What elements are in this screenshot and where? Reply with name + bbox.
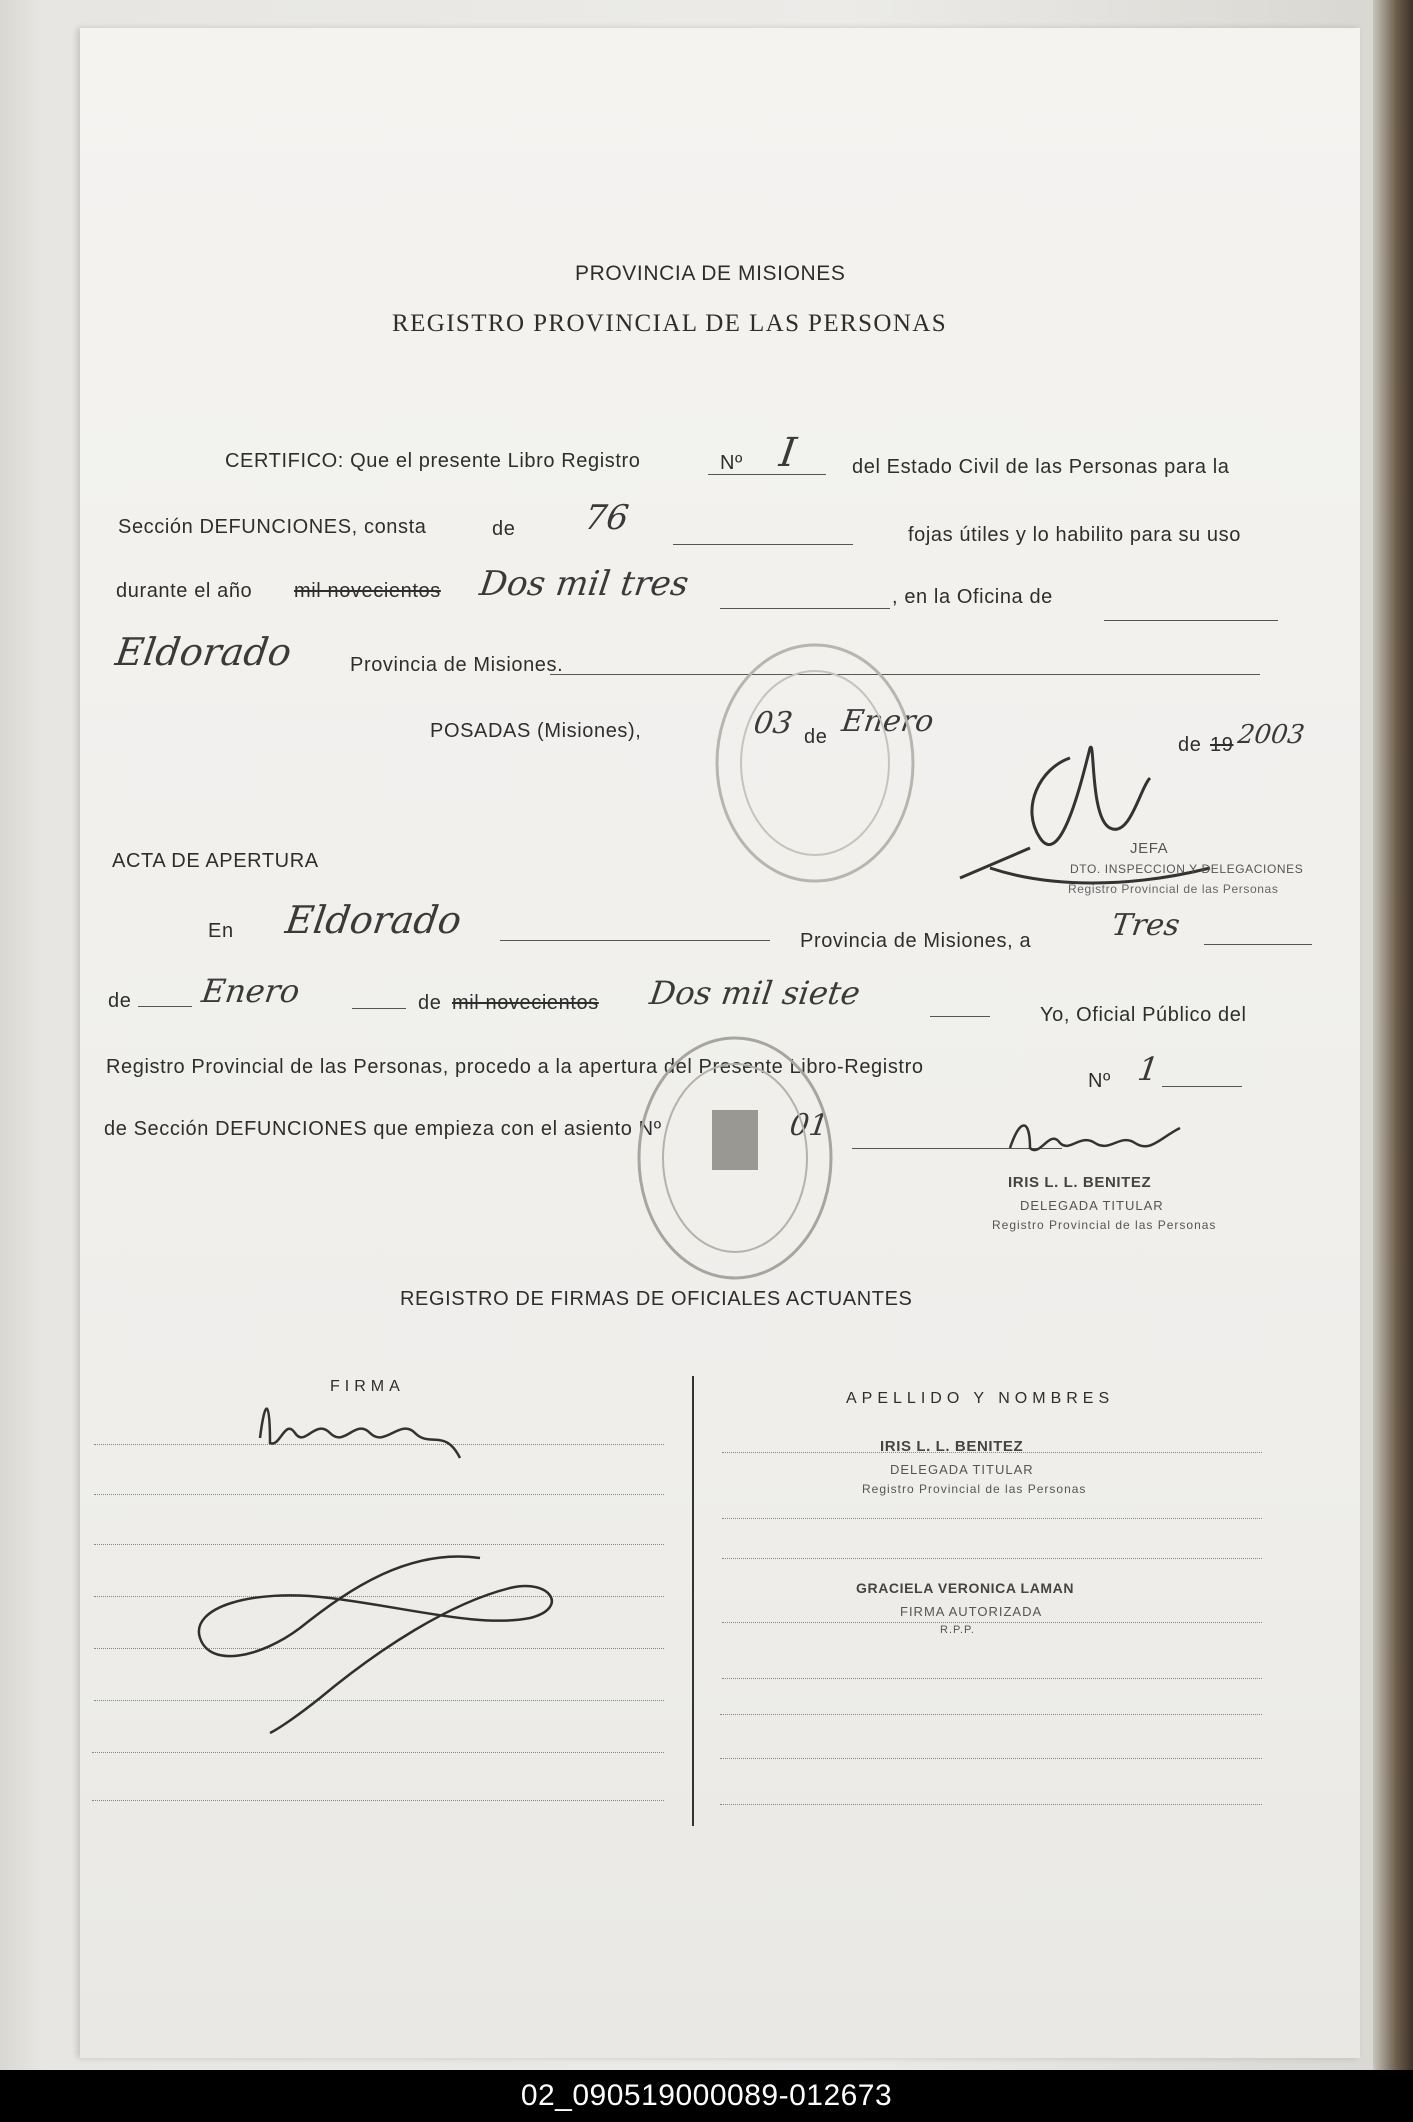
col-nombres-header: APELLIDO Y NOMBRES	[846, 1390, 1115, 1407]
nombre-line	[720, 1714, 1262, 1715]
acta-line3-no: Nº	[1088, 1070, 1111, 1092]
entry1-role: DELEGADA TITULAR	[890, 1462, 1034, 1477]
acta-entry-no: 01	[787, 1108, 831, 1143]
acta-year: Dos mil siete	[647, 974, 863, 1012]
firma-line	[92, 1800, 664, 1801]
acta-line3: Registro Provincial de las Personas, procedo a la apertura del Presente Libro-Registro	[106, 1056, 924, 1078]
nombre-line	[722, 1558, 1262, 1559]
cert-line2-fill	[673, 544, 853, 545]
cert-year: 2003	[1235, 720, 1307, 750]
acta-month-lead-fill	[138, 1006, 192, 1007]
acta-title: ACTA DE APERTURA	[112, 850, 319, 872]
firma-signature-2	[150, 1518, 570, 1738]
acta-month: Enero	[199, 972, 303, 1010]
round-stamp-1	[700, 628, 930, 898]
acta-place-fill	[500, 940, 770, 941]
entry1-name: IRIS L. L. BENITEZ	[880, 1438, 1024, 1455]
acta-day: Tres	[1109, 908, 1182, 943]
cert-line3-suffix: , en la Oficina de	[892, 586, 1053, 608]
nombre-line	[722, 1678, 1262, 1679]
nombre-line	[722, 1518, 1262, 1519]
acta-line4: de Sección DEFUNCIONES que empieza con el asiento Nº	[104, 1118, 662, 1140]
cert-line2-prefix: Sección DEFUNCIONES, consta	[118, 516, 427, 538]
acta-struck: mil novecientos	[452, 992, 599, 1014]
footer-document-id: 02_090519000089-012673	[0, 2070, 1413, 2122]
nombre-line	[722, 1622, 1262, 1623]
acta-de2: de	[418, 992, 442, 1014]
acta-year-fill	[930, 1016, 990, 1017]
entry2-name: GRACIELA VERONICA LAMAN	[856, 1580, 1075, 1596]
cert-line2-de: de	[492, 518, 516, 540]
province-heading: PROVINCIA DE MISIONES	[575, 262, 846, 285]
cert-year-handwritten: Dos mil tres	[477, 564, 692, 604]
book-edge	[1373, 0, 1413, 2070]
stamp2-name: IRIS L. L. BENITEZ	[1008, 1174, 1152, 1191]
cert-line3-fill	[720, 608, 890, 609]
round-stamp-2	[620, 1018, 850, 1298]
col-firma-header: FIRMA	[330, 1378, 405, 1395]
cert-day: 03	[751, 706, 795, 741]
registry-heading: REGISTRO PROVINCIAL DE LAS PERSONAS	[392, 310, 948, 337]
nombre-line	[720, 1804, 1262, 1805]
cert-month: Enero	[839, 704, 936, 739]
cert-line2-suffix: fojas útiles y lo habilito para su uso	[908, 524, 1241, 546]
acta-book-fill	[1162, 1086, 1242, 1087]
stamp1-title: JEFA	[1130, 840, 1169, 857]
column-divider	[692, 1376, 694, 1826]
stamp2-org: Registro Provincial de las Personas	[992, 1218, 1217, 1232]
acta-day-fill	[1204, 944, 1312, 945]
cert-line1-suffix: del Estado Civil de las Personas para la	[852, 456, 1230, 478]
acta-en: En	[208, 920, 234, 942]
entry2-org: R.P.P.	[940, 1624, 975, 1636]
acta-prov: Provincia de Misiones, a	[800, 930, 1032, 952]
cert-book-number: I	[776, 430, 800, 476]
cert-line3-struck: mil novecientos	[294, 580, 441, 602]
firma-signature-1	[240, 1388, 480, 1468]
nombre-line	[720, 1758, 1262, 1759]
cert-folio-count: 76	[582, 498, 632, 538]
acta-officer: Yo, Oficial Público del	[1040, 1004, 1247, 1026]
cert-de1: de	[804, 726, 828, 748]
cert-no-label: Nº	[720, 452, 743, 474]
cert-year-struck: 19	[1210, 734, 1234, 756]
signature-scribble-1	[930, 728, 1230, 908]
entry2-role: FIRMA AUTORIZADA	[900, 1604, 1043, 1619]
document-page	[80, 28, 1360, 2058]
acta-place: Eldorado	[282, 898, 465, 942]
signatures-title: REGISTRO DE FIRMAS DE OFICIALES ACTUANTES	[400, 1288, 913, 1310]
cert-de2: de	[1178, 734, 1202, 756]
cert-office-place: Eldorado	[112, 630, 295, 674]
entry1-org: Registro Provincial de las Personas	[862, 1482, 1087, 1496]
stamp1-dept: DTO. INSPECCION Y DELEGACIONES	[1070, 862, 1304, 876]
cert-place: POSADAS (Misiones),	[430, 720, 642, 742]
acta-month-fill	[352, 1008, 406, 1009]
cert-line1-prefix: CERTIFICO: Que el presente Libro Registro	[225, 450, 641, 472]
cert-office-fill	[1104, 620, 1278, 621]
signature-scribble-2	[1000, 1108, 1200, 1178]
acta-book-no: 1	[1135, 1050, 1162, 1088]
stamp2-role: DELEGADA TITULAR	[1020, 1198, 1164, 1213]
stamp1-org: Registro Provincial de las Personas	[1068, 882, 1279, 896]
cert-line3-prefix: durante el año	[116, 580, 253, 602]
firma-line	[92, 1752, 664, 1753]
acta-de1: de	[108, 990, 132, 1012]
cert-line4-suffix: Provincia de Misiones.	[350, 654, 564, 676]
firma-line	[94, 1494, 664, 1495]
